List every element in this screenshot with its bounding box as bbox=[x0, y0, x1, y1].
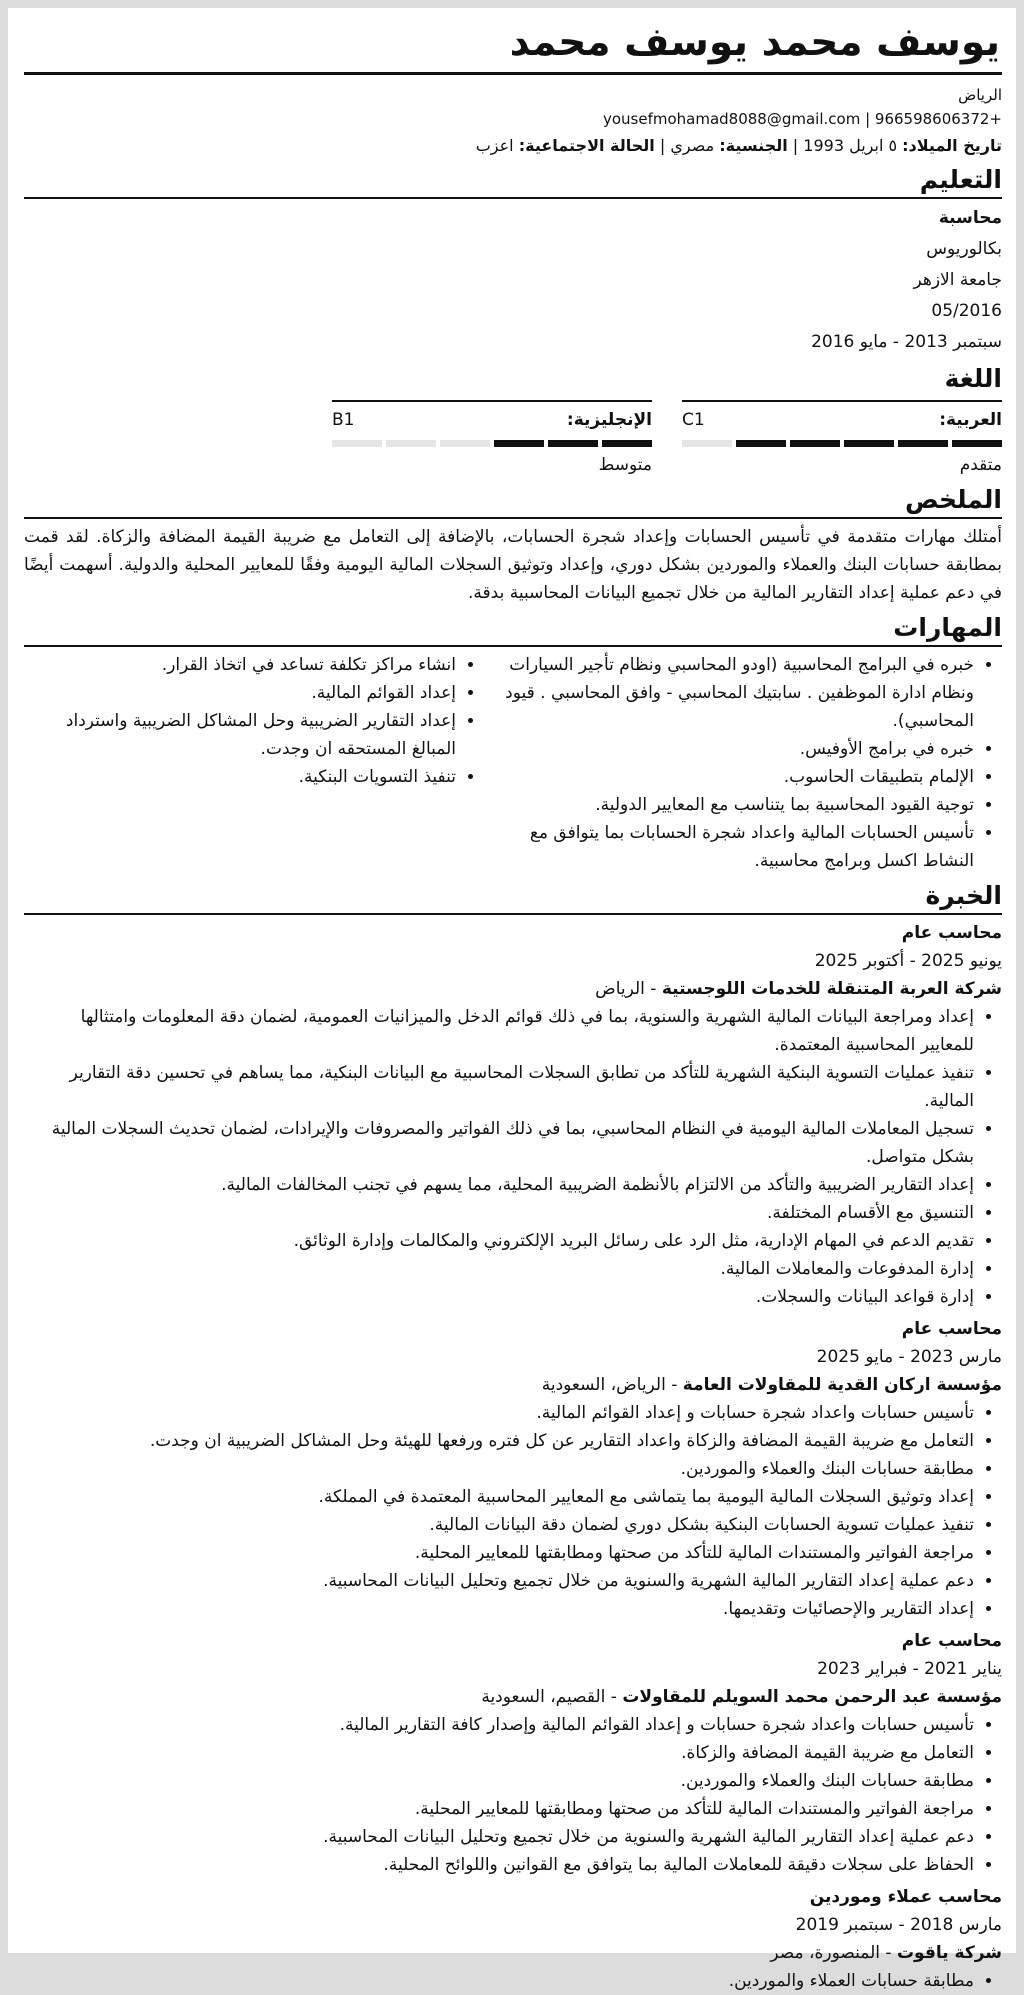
job-entry bbox=[24, 1315, 1002, 1623]
job-company: شركة ياقوت bbox=[896, 1943, 1002, 1963]
languages-heading: اللغة bbox=[944, 364, 1002, 393]
level-segment-filled bbox=[952, 440, 1002, 447]
skill-item: • إعداد القوائم المالية. bbox=[36, 679, 456, 707]
skill-item: • توجية القيود المحاسبية بما يتناسب مع المعايير الدولية. bbox=[504, 791, 974, 819]
job-title: محاسب عام bbox=[901, 923, 1002, 943]
duty-item: • التنسيق مع الأقسام المختلفة. bbox=[24, 1199, 974, 1227]
summary-divider bbox=[24, 517, 1002, 519]
duty-item: • مطابقة حسابات العملاء والموردين. bbox=[24, 1967, 974, 1995]
language-code: B1 bbox=[332, 410, 355, 430]
job-entry bbox=[24, 1627, 1002, 1879]
job-company: مؤسسة عبد الرحمن محمد السويلم للمقاولات bbox=[622, 1687, 1002, 1707]
level-segment-filled bbox=[602, 440, 652, 447]
language-english bbox=[332, 400, 652, 479]
duty-item: • إعداد ومراجعة البيانات المالية الشهرية والسنوية، بما في ذلك قوائم الدخل والميزانيات العمومية، لضمان دقة المعلومات وامتثالها للمعايير المحاسبية المعتمدة. bbox=[24, 1003, 974, 1059]
job-location: - الرياض bbox=[595, 979, 662, 999]
duty-item: • مراجعة الفواتير والمستندات المالية للتأكد من صحتها ومطابقتها للمعايير المحلية. bbox=[24, 1795, 974, 1823]
resume-page bbox=[8, 8, 1016, 1991]
skills-column-2 bbox=[36, 651, 484, 875]
job-location: - القصيم، السعودية bbox=[481, 1687, 623, 1707]
duty-item: • تسجيل المعاملات المالية اليومية في النظام المحاسبي، بما في ذلك الفواتير والمصروفات والإيرادات، لضمان تحديث السجلات المالية بشكل متواصل. bbox=[24, 1115, 974, 1171]
job-company-line bbox=[24, 1683, 1002, 1711]
experience-heading: الخبرة bbox=[925, 881, 1002, 910]
job-title: محاسب عام bbox=[901, 1319, 1002, 1339]
education-heading: التعليم bbox=[919, 165, 1002, 194]
skills-column-1 bbox=[504, 651, 1002, 875]
level-segment-empty bbox=[440, 440, 490, 447]
duty-item: • التعامل مع ضريبة القيمة المضافة والزكاة. bbox=[24, 1739, 974, 1767]
language-name: الإنجليزية: bbox=[566, 410, 652, 430]
duty-item: • مطابقة حسابات البنك والعملاء والموردين. bbox=[24, 1767, 974, 1795]
job-title: محاسب عام bbox=[901, 1631, 1002, 1651]
duty-item: • إعداد وتوثيق السجلات المالية اليومية بما يتماشى مع المعايير المحاسبية المعتمدة في المملكة. bbox=[24, 1483, 974, 1511]
job-dates: مارس 2023 - مايو 2025 bbox=[816, 1347, 1002, 1367]
education-major: محاسبة bbox=[938, 208, 1002, 228]
duty-item: • تأسيس حسابات واعداد شجرة حسابات و إعداد القوائم المالية. bbox=[24, 1399, 974, 1427]
education-period: سبتمبر 2013 - مايو 2016 bbox=[811, 332, 1002, 352]
skill-item: • خبره في برامج الأوفيس. bbox=[504, 735, 974, 763]
duty-item: • الحفاظ على سجلات دقيقة للمعاملات المالية بما يتوافق مع القوانين واللوائح المحلية. bbox=[24, 1851, 974, 1879]
job-company: شركة العربة المتنقلة للخدمات اللوجستية bbox=[661, 979, 1002, 999]
job-duties bbox=[24, 1711, 1002, 1879]
duty-item: • إدارة المدفوعات والمعاملات المالية. bbox=[24, 1255, 974, 1283]
skill-item: • تأسيس الحسابات المالية واعداد شجرة الحسابات بما يتوافق مع النشاط اكسل وبرامج محاسبية. bbox=[504, 819, 974, 875]
city: الرياض bbox=[958, 86, 1002, 104]
job-company-line bbox=[24, 1371, 1002, 1399]
job-location: - المنصورة، مصر bbox=[770, 1943, 897, 1963]
education-degree: بكالوريوس bbox=[926, 239, 1002, 259]
job-company: مؤسسة اركان القدية للمقاولات العامة bbox=[682, 1375, 1002, 1395]
duty-item: • دعم عملية إعداد التقارير المالية الشهرية والسنوية من خلال تجميع وتحليل البيانات المحاسبية. bbox=[24, 1823, 974, 1851]
job-title: محاسب عملاء وموردين bbox=[809, 1887, 1002, 1907]
level-segment-filled bbox=[736, 440, 786, 447]
level-segment-filled bbox=[494, 440, 544, 447]
education-section bbox=[24, 203, 1002, 358]
level-segment-empty bbox=[332, 440, 382, 447]
language-level-bar bbox=[682, 440, 1002, 447]
job-dates: يناير 2021 - فبراير 2023 bbox=[817, 1659, 1002, 1679]
duty-item: • إدارة قواعد البيانات والسجلات. bbox=[24, 1283, 974, 1311]
nationality-value: مصري bbox=[670, 136, 715, 155]
skill-item: • تنفيذ التسويات البنكية. bbox=[36, 763, 456, 791]
level-segment-empty bbox=[682, 440, 732, 447]
duty-item: • التعامل مع ضريبة القيمة المضافة والزكاة واعداد التقارير عن كل فتره ورفعها للهيئة وحل المشاكل الضريبية ان وجدت. bbox=[24, 1427, 974, 1455]
skill-item: • انشاء مراكز تكلفة تساعد في اتخاذ القرار. bbox=[36, 651, 456, 679]
birth-value: ٥ ابريل 1993 bbox=[803, 136, 898, 155]
duty-item: • إعداد التقارير والإحصائيات وتقديمها. bbox=[24, 1595, 974, 1623]
job-entry bbox=[24, 919, 1002, 1311]
nationality-label: الجنسية: bbox=[719, 136, 788, 155]
language-arabic bbox=[682, 400, 1002, 479]
job-company-line bbox=[24, 1939, 1002, 1967]
duty-item: • دعم عملية إعداد التقارير المالية الشهرية والسنوية من خلال تجميع وتحليل البيانات المحاسبية. bbox=[24, 1567, 974, 1595]
duty-item: • مراجعة الفواتير والمستندات المالية للتأكد من صحتها ومطابقتها للمعايير المحلية. bbox=[24, 1539, 974, 1567]
duty-item: • مطابقة حسابات البنك والعملاء والموردين. bbox=[24, 1455, 974, 1483]
language-level-bar bbox=[332, 440, 652, 447]
level-segment-filled bbox=[790, 440, 840, 447]
language-name: العربية: bbox=[939, 410, 1002, 430]
level-segment-empty bbox=[386, 440, 436, 447]
education-divider bbox=[24, 197, 1002, 199]
experience-divider bbox=[24, 913, 1002, 915]
skill-item: • إعداد التقارير الضريبية وحل المشاكل الضريبية واسترداد المبالغ المستحقه ان وجدت. bbox=[36, 707, 456, 763]
birth-label: تاريخ الميلاد: bbox=[902, 136, 1002, 155]
education-university: جامعة الازهر bbox=[913, 270, 1002, 290]
job-duties bbox=[24, 1967, 1002, 1995]
job-company-line bbox=[24, 975, 1002, 1003]
job-entry bbox=[24, 1883, 1002, 1995]
job-dates: يونيو 2025 - أكتوبر 2025 bbox=[814, 951, 1002, 971]
job-duties bbox=[24, 1399, 1002, 1623]
personal-info: تاريخ الميلاد: ٥ ابريل 1993 | الجنسية: مصري | الحالة الاجتماعية: اعزب bbox=[475, 136, 1002, 155]
language-code: C1 bbox=[682, 410, 705, 430]
summary-text: أمتلك مهارات متقدمة في تأسيس الحسابات وإعداد شجرة الحسابات، بالإضافة إلى التعامل مع ضريبة القيمة المضافة والزكاة. لقد قمت بمطابقة حسابات البنك والعملاء والموردين بشكل دوري، وإعداد وتوثيق السجلات المالية اليومية وفقًا للمعايير المحلية والدولية. أسهمت أيضًا في دعم عملية إعداد التقارير المالية من خلال تجميع البيانات المحاسبية بدقة. bbox=[24, 527, 1002, 603]
job-location: - الرياض، السعودية bbox=[541, 1375, 683, 1395]
job-dates: مارس 2018 - سبتمبر 2019 bbox=[795, 1915, 1002, 1935]
summary-heading: الملخص bbox=[904, 485, 1002, 514]
skills-section bbox=[24, 651, 1002, 875]
job-duties bbox=[24, 1003, 1002, 1311]
level-segment-filled bbox=[548, 440, 598, 447]
education-graduation: 05/2016 bbox=[931, 301, 1002, 321]
name-divider bbox=[24, 72, 1002, 75]
languages-section bbox=[24, 400, 1002, 479]
duty-item: • إعداد التقارير الضريبية والتأكد من الالتزام بالأنظمة الضريبية المحلية، مما يسهم في تجنب المخالفات المالية. bbox=[24, 1171, 974, 1199]
duty-item: • تنفيذ عمليات التسوية البنكية الشهرية للتأكد من تطابق السجلات المحاسبية مع البيانات البنكية، مما يساهم في تحسين دقة التقارير المالية. bbox=[24, 1059, 974, 1115]
level-segment-filled bbox=[898, 440, 948, 447]
duty-item: • تأسيس حسابات واعداد شجرة حسابات و إعداد القوائم المالية وإصدار كافة التقارير المالية. bbox=[24, 1711, 974, 1739]
marital-label: الحالة الاجتماعية: bbox=[518, 136, 655, 155]
contact-info: yousefmohamad8088@gmail.com | 966598606372+ bbox=[602, 110, 1002, 128]
marital-value: اعزب bbox=[475, 136, 514, 155]
skill-item: • الإلمام بتطبيقات الحاسوب. bbox=[504, 763, 974, 791]
duty-item: • تقديم الدعم في المهام الإدارية، مثل الرد على رسائل البريد الإلكتروني والمكالمات وإدارة الوثائق. bbox=[24, 1227, 974, 1255]
skills-heading: المهارات bbox=[893, 613, 1002, 642]
skill-item: • خبره في البرامج المحاسبية (اودو المحاسبي ونظام تأجير السيارات ونظام ادارة الموظفين . سابتيك المحاسبي - وافق المحاسبي . قيود المحاسبي). bbox=[504, 651, 974, 735]
language-level-label: متوسط bbox=[598, 455, 652, 475]
duty-item: • تنفيذ عمليات تسوية الحسابات البنكية بشكل دوري لضمان دقة البيانات المالية. bbox=[24, 1511, 974, 1539]
skills-divider bbox=[24, 645, 1002, 647]
candidate-name: يوسف محمد يوسف محمد bbox=[509, 20, 1000, 65]
level-segment-filled bbox=[844, 440, 894, 447]
language-level-label: متقدم bbox=[959, 455, 1002, 475]
